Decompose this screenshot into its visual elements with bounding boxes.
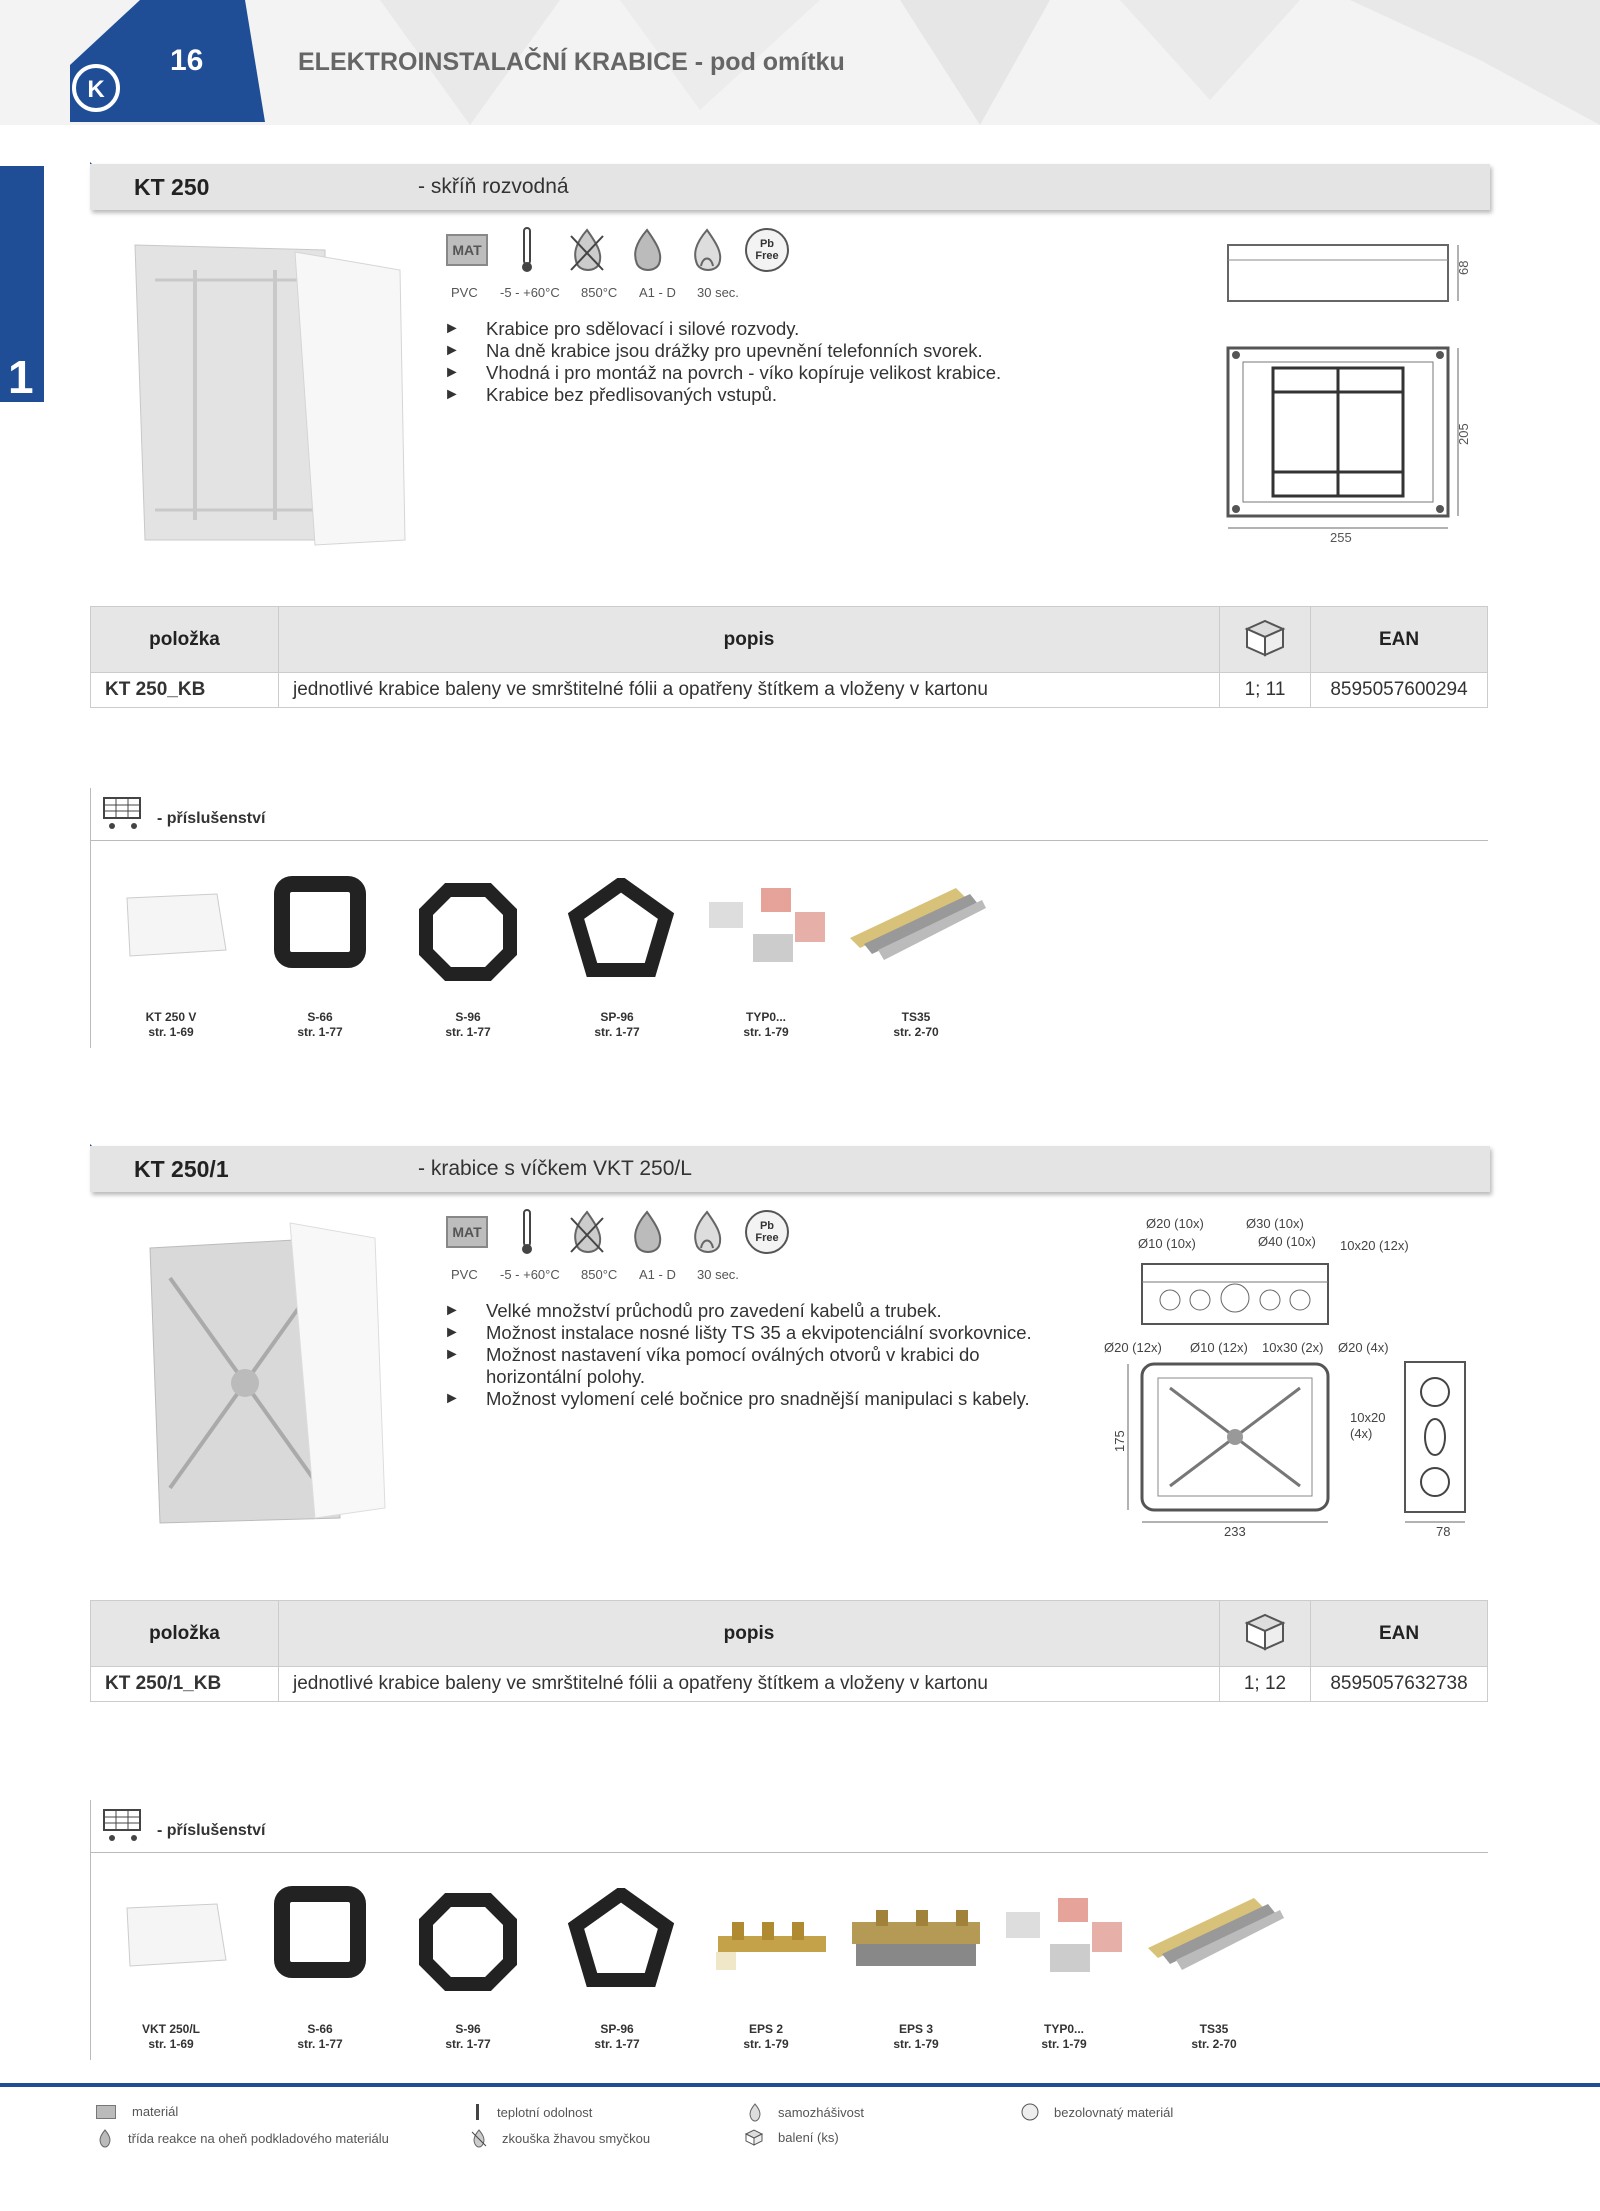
svg-text:10x30 (2x): 10x30 (2x) — [1262, 1340, 1324, 1355]
product-bar-kt250 — [90, 164, 1490, 210]
list-item: ► Velké množství průchodů pro zavedení kabelů a trubek. — [444, 1300, 1054, 1322]
glow-wire-icon — [564, 226, 610, 274]
accessory-item[interactable]: S-66 str. 1-77 — [297, 1010, 343, 1039]
accessory-photo-lid — [122, 1900, 232, 1970]
legend-material: materiál — [96, 2104, 178, 2119]
technical-drawing-kt250-1 — [1100, 1212, 1490, 1542]
product-photo-kt250-1 — [140, 1218, 420, 1528]
svg-text:10x20 (12x): 10x20 (12x) — [1340, 1238, 1409, 1253]
product-bar-kt250-1 — [90, 1146, 1490, 1192]
accessory-photo-typ0 — [705, 878, 835, 978]
thermometer-icon — [476, 2104, 479, 2120]
flame-icon — [96, 2128, 114, 2148]
accessory-item[interactable]: TS35 str. 2-70 — [893, 1010, 939, 1039]
svg-text:10x20: 10x20 — [1350, 1410, 1386, 1425]
col-header-description: popis — [279, 1601, 1220, 1667]
svg-text:255: 255 — [1330, 530, 1352, 545]
legend-glow-wire: zkouška žhavou smyčkou — [470, 2128, 650, 2148]
accessory-photo-ts35 — [1144, 1888, 1284, 1978]
accessory-item[interactable]: TS35 str. 2-70 — [1191, 2022, 1237, 2051]
accessory-item[interactable]: VKT 250/L str. 1-69 — [141, 2022, 201, 2051]
col-header-description: popis — [279, 607, 1220, 673]
accessories-title: - příslušenství — [157, 1822, 266, 1839]
accessory-photo-typ0 — [1002, 1888, 1132, 1988]
header-tab — [0, 0, 270, 125]
thermometer-icon — [504, 226, 550, 274]
col-header-ean: EAN — [1311, 1601, 1488, 1667]
svg-text:205: 205 — [1456, 423, 1471, 445]
package-icon — [744, 2128, 764, 2146]
property-icons — [444, 1208, 790, 1256]
logo-k-icon: K — [87, 76, 105, 103]
list-item: ► Krabice pro sdělovací i silové rozvody. — [444, 318, 1044, 340]
list-item: ► Na dně krabice jsou drážky pro upevnění telefonních svorek. — [444, 340, 1044, 362]
svg-text:175: 175 — [1112, 1430, 1127, 1452]
accessory-item[interactable]: KT 250 V str. 1-69 — [145, 1010, 197, 1039]
legend-lead-free: bezolovnatý materiál — [1020, 2102, 1173, 2122]
chapter-tab — [0, 166, 44, 402]
param-labels: PVC -5 - +60°C 850°C A1 - D 30 sec. — [451, 285, 739, 300]
mat-icon: MAT — [444, 1208, 490, 1256]
accessory-item[interactable]: EPS 3 str. 1-79 — [893, 2022, 939, 2051]
cart-icon — [100, 1804, 146, 1844]
accessory-photo-lid — [122, 890, 232, 960]
technical-drawing-kt250 — [1218, 240, 1488, 550]
feature-list — [444, 1300, 1054, 1410]
table-row: KT 250/1_KB jednotlivé krabice baleny ve smrštitelné fólii a opatřeny štítkem a vloženy v kartonu 1; 12 8595057632738 — [91, 1667, 1488, 1702]
self-extinguish-icon — [684, 1208, 730, 1256]
pb-free-icon: Pb Free — [744, 226, 790, 274]
param-labels: PVC -5 - +60°C 850°C A1 - D 30 sec. — [451, 1267, 739, 1282]
svg-text:78: 78 — [1436, 1524, 1451, 1539]
svg-text:233: 233 — [1224, 1524, 1246, 1539]
product-code: KT 250 — [134, 174, 210, 200]
svg-text:Ø10 (12x): Ø10 (12x) — [1190, 1340, 1248, 1355]
accessory-photo-eps2 — [712, 1900, 832, 1980]
list-item: ► Krabice bez předlisovaných vstupů. — [444, 384, 1044, 406]
package-icon — [1220, 607, 1311, 673]
accessory-item[interactable]: SP-96 str. 1-77 — [594, 2022, 640, 2051]
col-header-ean: EAN — [1311, 607, 1488, 673]
svg-text:Ø10 (10x): Ø10 (10x) — [1138, 1236, 1196, 1251]
product-code: KT 250/1 — [134, 1156, 229, 1182]
cart-icon — [100, 792, 146, 832]
pb-free-icon — [1020, 2102, 1040, 2122]
chapter-number: 1 — [8, 351, 34, 403]
glow-wire-icon — [564, 1208, 610, 1256]
accessories-divider — [90, 1852, 1488, 1853]
list-item: ► Možnost nastavení víka pomocí oválných otvorů v krabici do horizontální polohy. — [444, 1344, 1054, 1388]
self-extinguish-icon — [746, 2102, 764, 2122]
svg-text:68: 68 — [1456, 260, 1471, 275]
col-header-item: položka — [91, 607, 279, 673]
svg-text:Ø20 (12x): Ø20 (12x) — [1104, 1340, 1162, 1355]
package-icon — [1220, 1601, 1311, 1667]
product-photo-kt250 — [125, 240, 415, 550]
legend-self-extinguish: samozhášivost — [746, 2102, 864, 2122]
svg-text:Ø20 (4x): Ø20 (4x) — [1338, 1340, 1389, 1355]
accessory-photo-s96 — [418, 1892, 518, 1992]
mat-icon — [96, 2105, 116, 2119]
legend-fire-class: třída reakce na oheň podkladového materiálu — [96, 2128, 389, 2148]
glow-wire-icon — [470, 2128, 488, 2148]
accessory-photo-ts35 — [846, 878, 986, 968]
accessory-photo-s66 — [270, 1882, 370, 1982]
product-table-kt250-1 — [90, 1600, 1488, 1702]
self-extinguish-icon — [684, 226, 730, 274]
legend-divider — [0, 2083, 1600, 2087]
product-table-kt250 — [90, 606, 1488, 708]
accessories-border — [90, 788, 91, 1048]
accessory-photo-s96 — [418, 882, 518, 982]
accessory-item[interactable]: S-96 str. 1-77 — [445, 1010, 491, 1039]
accessory-item[interactable]: S-96 str. 1-77 — [445, 2022, 491, 2051]
mat-icon: MAT — [444, 226, 490, 274]
legend-packaging: balení (ks) — [744, 2128, 839, 2146]
svg-text:(4x): (4x) — [1350, 1426, 1373, 1441]
list-item: ► Vhodná i pro montáž na povrch - víko kopíruje velikost krabice. — [444, 362, 1044, 384]
product-subtitle: - skříň rozvodná — [418, 175, 569, 198]
accessories-title: - příslušenství — [157, 810, 266, 827]
thermometer-icon — [504, 1208, 550, 1256]
flame-icon — [624, 226, 670, 274]
svg-text:Ø40 (10x): Ø40 (10x) — [1258, 1234, 1316, 1249]
accessory-item[interactable]: S-66 str. 1-77 — [297, 2022, 343, 2051]
accessory-item[interactable]: TYP0... str. 1-79 — [1041, 2022, 1087, 2051]
accessory-item[interactable]: EPS 2 str. 1-79 — [743, 2022, 789, 2051]
product-subtitle: - krabice s víčkem VKT 250/L — [418, 1157, 692, 1180]
list-item: ► Možnost instalace nosné lišty TS 35 a ekvipotenciální svorkovnice. — [444, 1322, 1054, 1344]
accessory-photo-eps3 — [846, 1892, 986, 1982]
svg-text:Ø30 (10x): Ø30 (10x) — [1246, 1216, 1304, 1231]
accessory-item[interactable]: SP-96 str. 1-77 — [594, 1010, 640, 1039]
accessory-photo-s66 — [270, 872, 370, 972]
col-header-item: položka — [91, 1601, 279, 1667]
accessories-divider — [90, 840, 1488, 841]
accessory-item[interactable]: TYP0... str. 1-79 — [743, 1010, 789, 1039]
flame-icon — [624, 1208, 670, 1256]
table-row: KT 250_KB jednotlivé krabice baleny ve smrštitelné fólii a opatřeny štítkem a vloženy v kartonu 1; 11 8595057600294 — [91, 673, 1488, 708]
legend-temperature: teplotní odolnost — [476, 2104, 592, 2120]
pb-free-icon: Pb Free — [744, 1208, 790, 1256]
accessories-border — [90, 1800, 91, 2060]
accessory-photo-sp96 — [566, 1888, 676, 1993]
page-title: ELEKTROINSTALAČNÍ KRABICE - pod omítku — [298, 48, 845, 76]
accessory-photo-sp96 — [566, 878, 676, 983]
page-number: 16 — [170, 44, 204, 77]
list-item: ► Možnost vylomení celé bočnice pro snadnější manipulaci s kabely. — [444, 1388, 1054, 1410]
property-icons — [444, 226, 790, 274]
feature-list — [444, 318, 1044, 406]
svg-text:Ø20 (10x): Ø20 (10x) — [1146, 1216, 1204, 1231]
